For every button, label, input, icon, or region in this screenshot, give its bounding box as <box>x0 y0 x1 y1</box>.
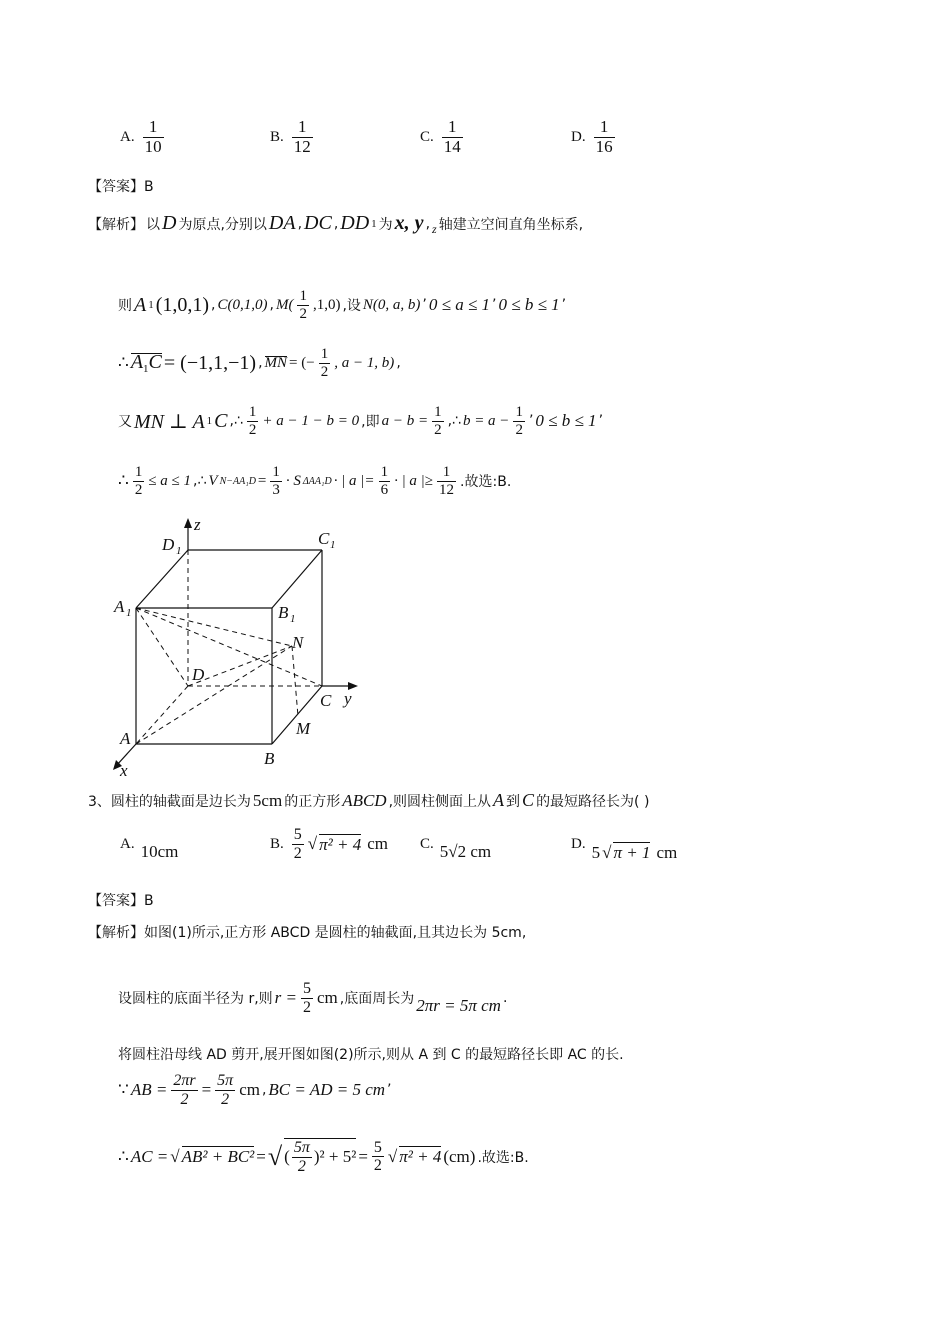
q3-analysis-line2: 设圆柱的底面半径为 r,则 r = $\frac{5}{2}$ cm ,底面周长为 2πr = 5π cm . <box>118 980 508 1016</box>
q3-option-a: A. 10cm <box>120 835 179 861</box>
label-a1: A <box>114 597 125 616</box>
option-a: A. $\frac{1}{10}$ <box>120 117 162 156</box>
option-b-fraction: $\frac{1}{12}$ <box>293 117 311 156</box>
q3-analysis-line3: 将圆柱沿母线 AD 剪开,展开图如图(2)所示,则从 A 到 C 的最短路径长即 AC 的长. <box>118 1047 624 1063</box>
label-d1: D <box>162 535 175 554</box>
label-n: N <box>292 633 304 652</box>
q2-analysis-line2: 则 A 1 (1,0,1) , C(0,1,0) , M( $\frac{1}{2}$ ,1,0) ,设 N(0, a, b) ’ 0 ≤ a ≤ 1 ’ 0 ≤ b ≤ 1 ’ <box>118 288 567 322</box>
segment-a1-d <box>136 608 188 686</box>
label-m: M <box>296 719 311 738</box>
label-b1: B <box>278 603 289 622</box>
q3-answer: 【答案】B <box>88 893 154 909</box>
segment-a-n <box>136 646 292 744</box>
edge-d-a <box>136 686 188 744</box>
q2-analysis-line1: 【解析】 以 D 为原点,分别以 DA , DC , DD 1 为 x, y , z 轴建立空间直角坐标系, <box>88 212 584 236</box>
option-c: C. $\frac{1}{14}$ <box>420 117 461 156</box>
svg-text:1: 1 <box>290 613 296 625</box>
option-a-fraction: $\frac{1}{10}$ <box>144 117 162 156</box>
q2-analysis-line5: ∴ $\frac{1}{2}$ ≤ a ≤ 1 ,∴ V N−AA₁D = $\frac{1}{3}$ · S ΔAA₁D · | a |= $\frac{1}{6}$ · | a |≥ $\frac{1}{12}$ .故选:B. <box>118 464 512 498</box>
option-d: D. $\frac{1}{16}$ <box>571 117 613 156</box>
q3-stem: 3、圆柱的轴截面是边长为 5cm 的正方形 ABCD ,则圆柱侧面上从 A 到 C 的最短路径长为( ) <box>88 790 650 810</box>
label-a: A <box>120 729 131 748</box>
option-b: B. $\frac{1}{12}$ <box>270 117 311 156</box>
edge-b1-c1 <box>272 550 322 608</box>
q3-option-b: B. $\frac{5}{2}$ √ π² + 4 cm <box>270 826 388 862</box>
svg-text:1: 1 <box>176 545 182 557</box>
segment-n-m <box>292 646 298 716</box>
option-c-fraction: $\frac{1}{14}$ <box>443 117 461 156</box>
svg-text:1: 1 <box>126 607 132 619</box>
label-d: D <box>192 665 205 684</box>
edge-a1-d1 <box>136 550 188 608</box>
q3-analysis-line5: ∴ AC = √ AB² + BC² = √ ( $\frac{5\pi}{2}$ )² + 5² = $\frac{5}{2}$ √ π² + 4 (cm) .故选:B. <box>118 1138 529 1175</box>
q2-analysis-line3: ∴ $A_1C$ = (−1,1,−1) , MN = (− $\frac{1}{2}$ , a − 1, b) , <box>118 346 401 380</box>
label-c: C <box>320 691 332 710</box>
q3-analysis-line1: 【解析】如图(1)所示,正方形 ABCD 是圆柱的轴截面,且其边长为 5cm, <box>88 925 527 941</box>
q3-option-d: D. 5 √ π + 1 cm <box>571 836 678 862</box>
q2-answer: 【答案】B <box>88 179 154 195</box>
option-d-fraction: $\frac{1}{16}$ <box>595 117 613 156</box>
label-y: y <box>344 689 352 708</box>
label-x: x <box>120 761 128 780</box>
q2-analysis-line4: 又 MN ⊥ A 1 C ,∴ $\frac{1}{2}$ + a − 1 − b = 0 ,即 a − b = $\frac{1}{2}$ ,∴ b = a − $\frac{1}{2}$ ’ 0 ≤ b ≤ 1 ’ <box>118 404 604 438</box>
label-b: B <box>264 749 275 768</box>
q3-option-c: C. 5√2 cm <box>420 835 492 861</box>
label-c1: C <box>318 529 330 548</box>
svg-text:1: 1 <box>330 539 336 551</box>
q3-analysis-line4: ∵ AB = $\frac{2\pi r}{2}$ = $\frac{5\pi}{2}$ cm , BC = AD = 5 cm ’ <box>118 1072 392 1108</box>
label-z: z <box>194 516 201 534</box>
z-arrow <box>184 518 192 528</box>
cube-figure <box>100 516 380 780</box>
